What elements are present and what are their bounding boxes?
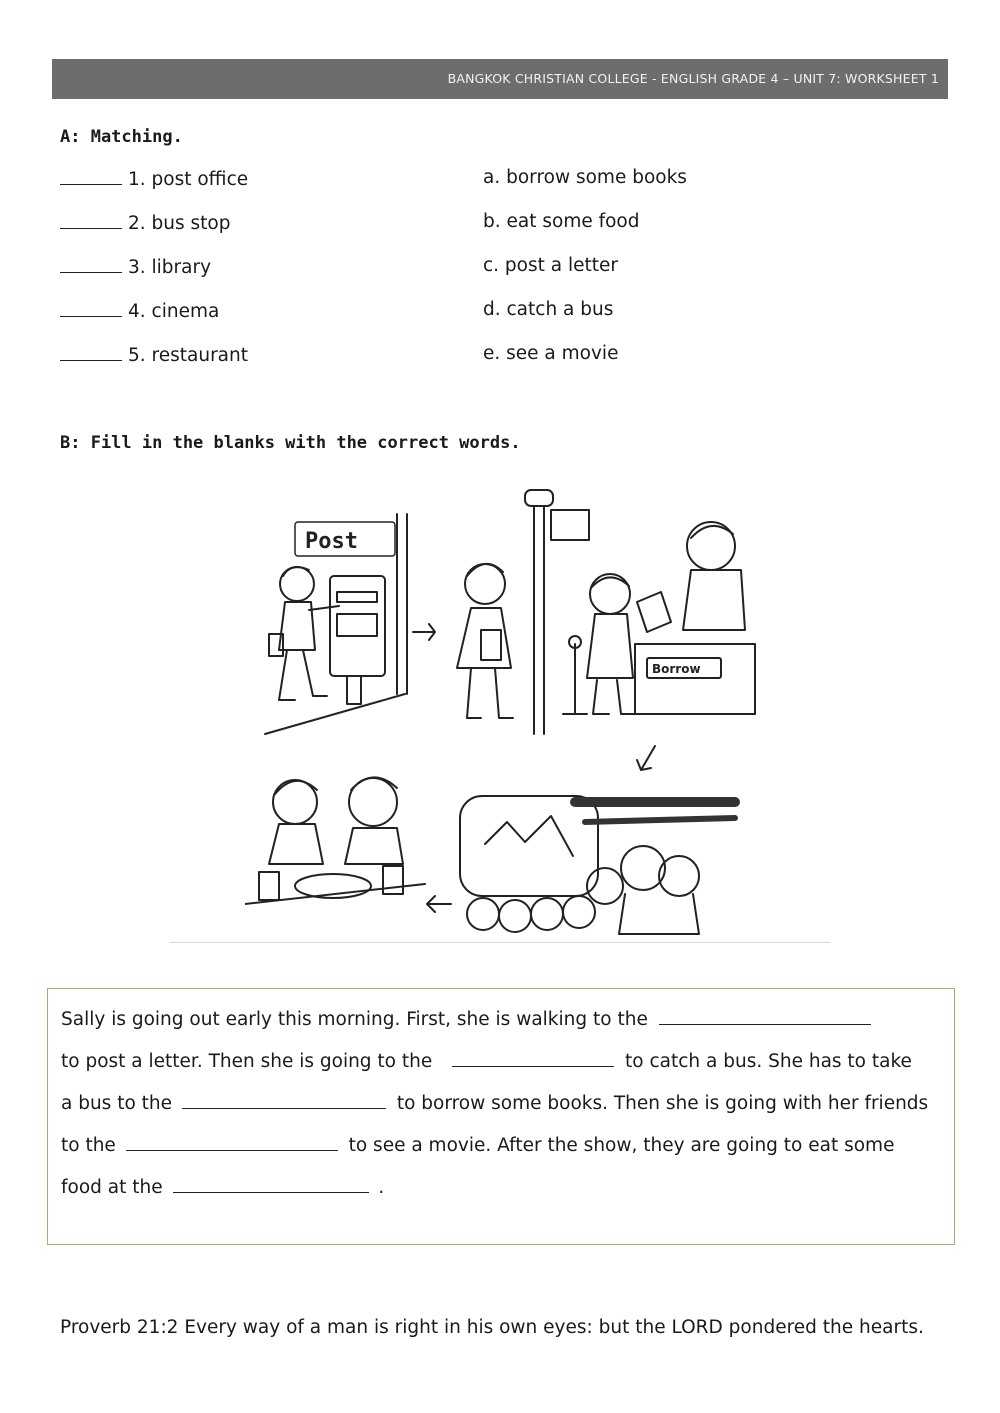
blank-restaurant[interactable] — [173, 1175, 369, 1193]
town-illustration — [245, 484, 780, 944]
activity-e: e. see a movie — [483, 343, 619, 364]
activity-b: b. eat some food — [483, 211, 640, 232]
story-text: to borrow some books. Then she is going with her friends — [396, 1093, 929, 1114]
story-text: a bus to the — [61, 1093, 173, 1114]
match-row — [60, 255, 760, 285]
story-line-4 — [61, 1133, 894, 1156]
story-text: Sally is going out early this morning. First, she is walking to the — [61, 1009, 648, 1030]
match-row — [60, 343, 760, 373]
answer-blank-2[interactable] — [60, 211, 122, 229]
story-line-1 — [61, 1007, 871, 1030]
answer-blank-3[interactable] — [60, 255, 122, 273]
restaurant-scene — [245, 777, 425, 904]
section-b-title: B: Fill in the blanks with the correct words. — [60, 433, 521, 453]
borrow-sign: Borrow — [652, 662, 701, 676]
answer-blank-4[interactable] — [60, 299, 122, 317]
activity-a: a. borrow some books — [483, 167, 687, 188]
place-1: 1. post office — [128, 169, 249, 190]
story-text: food at the — [61, 1177, 163, 1198]
arrow-right-icon — [413, 624, 435, 640]
story-line-3 — [61, 1091, 928, 1114]
story-text: to catch a bus. She has to take — [625, 1051, 912, 1072]
story-text: to the — [61, 1135, 116, 1156]
bus-stop-scene — [457, 490, 589, 734]
story-line-5 — [61, 1175, 384, 1198]
story-text: to post a letter. Then she is going to the — [61, 1051, 433, 1072]
post-sign: Post — [305, 529, 358, 554]
blank-cinema[interactable] — [126, 1133, 338, 1151]
header-bar — [52, 59, 948, 99]
answer-blank-1[interactable] — [60, 167, 122, 185]
story-box — [47, 988, 955, 1245]
activity-c: c. post a letter — [483, 255, 619, 276]
cinema-scene — [460, 796, 780, 944]
answer-blank-5[interactable] — [60, 343, 122, 361]
blank-post-office[interactable] — [659, 1007, 871, 1025]
arrow-left-icon — [427, 896, 451, 912]
place-2: 2. bus stop — [128, 213, 231, 234]
story-text: to see a movie. After the show, they are going to eat some — [348, 1135, 895, 1156]
proverb: Proverb 21:2 Every way of a man is right in his own eyes: but the LORD pondered the hearts. — [60, 1317, 924, 1338]
place-3: 3. library — [128, 257, 212, 278]
library-scene — [563, 522, 755, 714]
story-text: . — [378, 1177, 385, 1198]
blank-bus-stop[interactable] — [452, 1049, 614, 1067]
divider — [170, 942, 830, 943]
place-5: 5. restaurant — [128, 345, 248, 366]
arrow-down-icon — [637, 746, 655, 770]
section-a-title: A: Matching. — [60, 127, 183, 147]
match-row — [60, 211, 760, 241]
match-row — [60, 167, 760, 197]
story-line-2 — [61, 1049, 912, 1072]
place-4: 4. cinema — [128, 301, 220, 322]
activity-d: d. catch a bus — [483, 299, 614, 320]
worksheet-title: BANGKOK CHRISTIAN COLLEGE - ENGLISH GRADE 4 – UNIT 7: WORKSHEET 1 — [447, 71, 939, 86]
blank-library[interactable] — [182, 1091, 386, 1109]
match-row — [60, 299, 760, 329]
